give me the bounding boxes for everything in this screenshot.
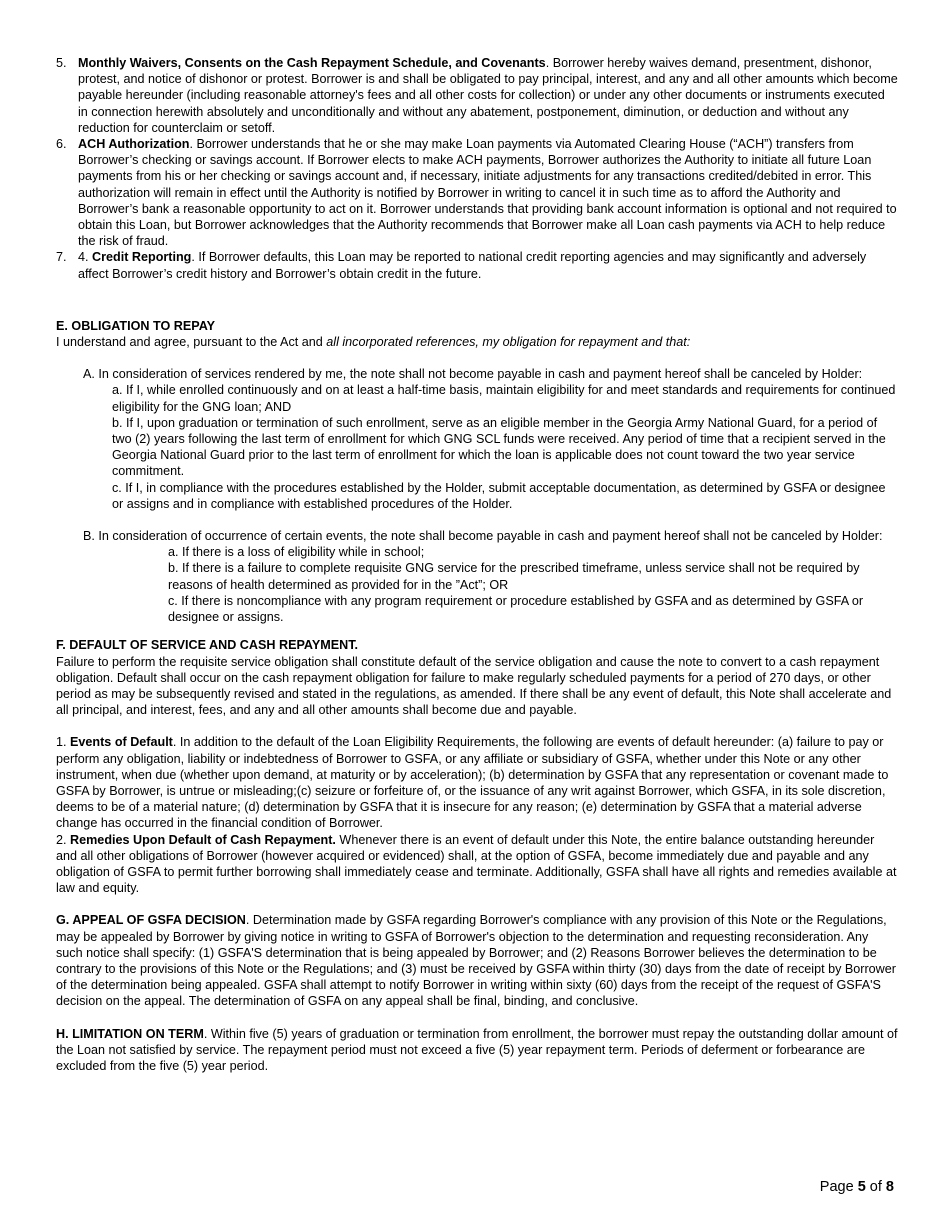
item-title: ACH Authorization — [78, 137, 190, 152]
item-number: 5. — [56, 56, 67, 70]
section-g — [56, 912, 898, 1009]
section-h-text: . Within five (5) years of graduation or termination from enrollment, the borrower must repay the outstanding dollar amount of the Loan not satisfied by service. The repayment period must not exceed a five (5) year repayment term. Periods of deferment or forbearance are excluded from the five (5) year period. — [56, 1026, 898, 1073]
list-item-credit-reporting — [56, 249, 898, 281]
section-e-b-subitem: c. If there is noncompliance with any program requirement or procedure established by GSFA and as determined by GSFA or designee or assigns. — [168, 593, 864, 625]
section-e-a-subitem: a. If I, while enrolled continuously and on at least a half-time basis, maintain eligibility for and meet standards and requirements for continued eligibility for the GNG loan; AND — [112, 383, 896, 414]
section-e-item-b: B. In consideration of occurrence of certain events, the note shall become payable in cash and payment hereof shall not be canceled by Holder: — [83, 529, 883, 544]
item-text: . Borrower understands that he or she may make Loan payments via Automated Clearing House (“ACH”) transfers from Borrower’s checking or savings account. If Borrower elects to make ACH payments, Borrower authorizes the Authority to initiate all future Loan payments from his or her checking or savings account and, if necessary, initiate adjustments for any transactions credited/debited in error. This authorization will remain in effect until the Authority is notified by Borrower in writing to cancel it in such time as to afford the Authority and Borrower’s bank a reasonable opportunity to act on it. Borrower understands that providing bank account information is optional and not required to obtain this Loan, but Borrower acknowledges that the Authority recommends that Borrower make all Loan cash payments via ACH to help reduce the risk of fraud. — [78, 137, 897, 249]
item-title: Credit Reporting — [92, 250, 192, 265]
section-e-heading: E. OBLIGATION TO REPAY — [56, 318, 216, 333]
section-f-events-of-default: 1. Events of Default. In addition to the default of the Loan Eligibility Requirements, the following are events of default hereunder: (a) failure to pay or perform any obligation, liability or indebtedness of Borrower to GSFA, or any affiliate or subsidiary of GSFA, whether under this Note or any other instrument, when due (whether upon demand, at maturity or by acceleration); (b) determination by GSFA that any representation or covenant made to GSFA by Borrower, is untrue or misleading;(c) seizure or forfeiture of, or the issuance of any writ against Borrower, which GSFA, in its sole discretion, deems to be of a material nature; (d) determination by GSFA that it is insecure for any reason; (e) determination by GSFA that a material adverse change has occurred in the financial condition of Borrower. — [56, 735, 889, 831]
item-number: 7. — [56, 250, 67, 265]
section-e-a-subitem: c. If I, in compliance with the procedures established by the Holder, submit acceptable documentation, as determined by GSFA or designee or assigns and in compliance with established procedures of the Holder. — [112, 480, 886, 511]
section-e-intro: I understand and agree, pursuant to the Act and all incorporated references, my obligation for repayment and that: — [56, 335, 691, 350]
list-item-waivers — [56, 55, 898, 136]
item-text: . If Borrower defaults, this Loan may be reported to national credit reporting agencies and may significantly and adversely affect Borrower’s credit history and Borrower’s obtain credit in the future. — [78, 250, 867, 281]
section-e-a-subitem: b. If I, upon graduation or termination of such enrollment, serve as an eligible member in the Georgia Army National Guard, for a period of two (2) years following the last term of enrollment for which GNG SCL funds were received. Any period of time that a recipient served in the Georgia National Guard prior to the last term of enrollment for which the loan is applicable does not count toward the two year service commitment. — [112, 415, 886, 479]
item-prefix: 4. — [78, 250, 93, 265]
section-e-item-a: A. In consideration of services rendered by me, the note shall not become payable in cash and payment hereof shall be canceled by Holder: — [83, 367, 863, 382]
section-f-remedies: 2. Remedies Upon Default of Cash Repayment. Whenever there is an event of default under this Note, the entire balance outstanding hereunder and all other obligations of Borrower (however acquired or evidenced) shall, at the option of GSFA, become immediately due and payable and any obligation of GSFA to permit further borrowing shall immediately cease and terminate. Additionally, GSFA shall have all rights and remedies available at law and equity. — [56, 832, 897, 896]
document-page — [56, 55, 898, 1074]
section-f-heading: F. DEFAULT OF SERVICE AND CASH REPAYMENT. — [56, 638, 359, 653]
page-number: Page 5 of 8 — [819, 1179, 894, 1195]
item-number: 6. — [56, 137, 67, 152]
section-g-heading: G. APPEAL OF GSFA DECISION — [56, 913, 246, 928]
section-e-b-subitem: b. If there is a failure to complete requisite GNG service for the prescribed timeframe, unless service shall not be required by reasons of health determined as provided for in the ”Act”; OR — [168, 561, 860, 592]
item-text: . Borrower hereby waives demand, presentment, dishonor, protest, and notice of dishonor or protest. Borrower is and shall be obligated to pay principal, interest, and any and all other amounts which become payable hereunder (including reasonable attorney's fees and all other costs for collection) or under any other documents or instruments executed in connection herewith absolutely and unconditionally and without any abatement, postponement, diminution, or deduction and without any reduction for counterclaim or setoff. — [78, 56, 898, 135]
item-title: Monthly Waivers, Consents on the Cash Repayment Schedule, and Covenants — [78, 56, 546, 70]
section-h — [56, 1026, 898, 1075]
section-e-b-subitem: a. If there is a loss of eligibility while in school; — [168, 545, 425, 560]
section-f-text: Failure to perform the requisite service obligation shall constitute default of the service obligation and cause the note to convert to a cash repayment obligation. Default shall occur on the cash repayment obligation for failure to make regularly scheduled payments for a period of 270 days, or other period as may be subsequently revised and stated in the regulations, as amended. If there shall be any event of default, this Note shall accelerate and all principal, and interest, fees, and any and all other amounts shall become due and payable. — [56, 654, 892, 718]
section-g-text: . Determination made by GSFA regarding Borrower's compliance with any provision of this Note or the Regulations, may be appealed by Borrower by giving notice in writing to GSFA of Borrower's objection to the determination and requesting reconsideration. Any such notice shall specify: (1) GSFA'S determination that is being appealed by Borrower; and (2) Reasons Borrower believes the determination to be contrary to the provisions of this Note or the Regulations; and (3) must be received by GSFA within thirty (30) days from the date of receipt by Borrower of the determination being appealed. GSFA shall attempt to notify Borrower in writing within sixty (60) days from the receipt of the request of GSFA'S decision on the appeal. The determination of GSFA on any appeal shall be final, binding, and conclusive. — [56, 913, 896, 1009]
list-item-ach-authorization — [56, 136, 898, 249]
section-h-heading: H. LIMITATION ON TERM — [56, 1026, 204, 1041]
